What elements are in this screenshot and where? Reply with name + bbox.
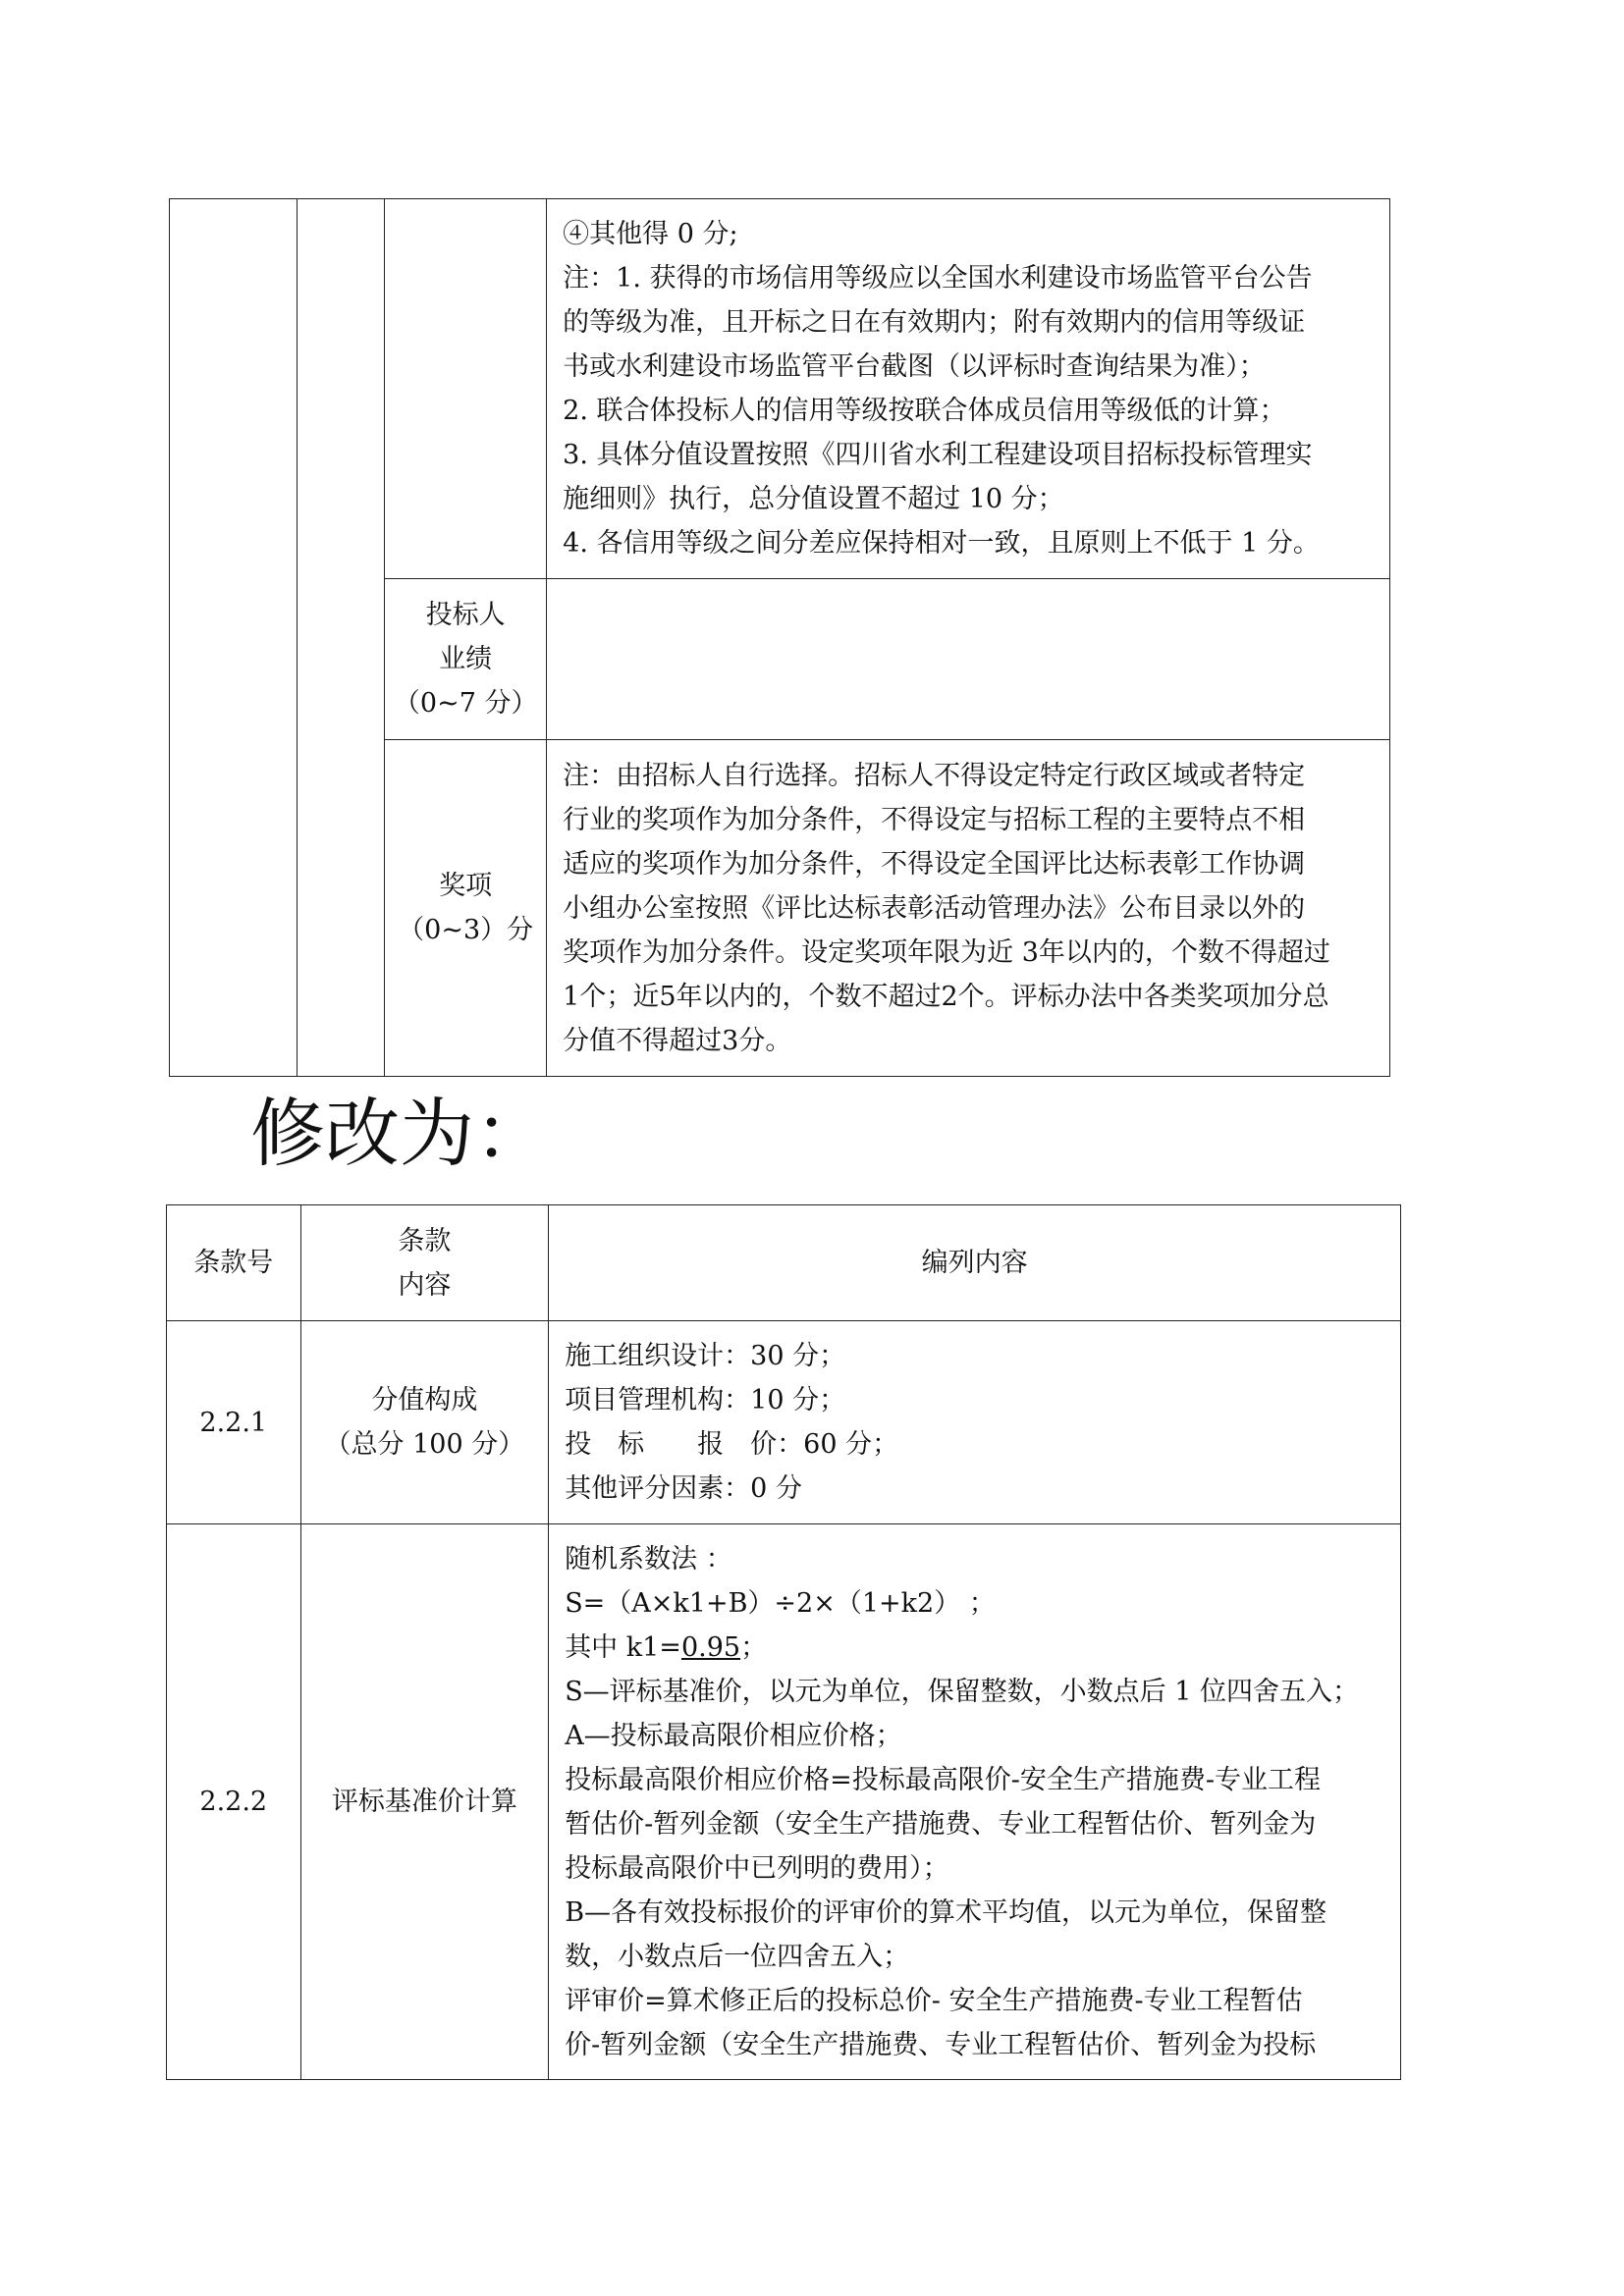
k1-value: 0.95 bbox=[680, 1631, 741, 1663]
header-clause-content: 条款 内容 bbox=[300, 1205, 549, 1321]
k1-line: 其中 k1=0.95； bbox=[565, 1631, 768, 1663]
header-clause-number: 条款号 bbox=[167, 1205, 301, 1321]
score-composition-content: 施工组织设计：30 分； 项目管理机构：10 分； 投 标 报 价：60 分； 其他评分因素：0 分 bbox=[549, 1321, 1401, 1524]
awards-label: 奖项 （0~3）分 bbox=[385, 740, 547, 1077]
base-price-calc-content: 随机系数法 ： S=（A×k1+B）÷2×（1+k2） ； 其中 k1=0.95； S—评标基准价，以元为单位，保留整数，小数点后 1 位四舍五入； A—投标最高限价相应价格； 投标最高限价相应价格=投标最高限价-安全生产措施费-专业工程 暂估价-暂列金额（安全生产措施费、专业工程暂估价、暂列金为 投标最高限价中已列明的费用）； B—各有效投标报价的评审价的算术平均值，以元为单位，保留整 数，小数点后一位四舍五入； 评审价=算术修正后的投标总价- 安全生产措施费-专业工程暂估 价-暂列金额（安全生产措施费、专业工程暂估价、暂列金为投标 bbox=[549, 1524, 1401, 2080]
base-price-calc-title: 评标基准价计算 bbox=[300, 1524, 549, 2080]
header-compiled-content: 编列内容 bbox=[549, 1205, 1401, 1321]
awards-notes: 注：由招标人自行选择。招标人不得设定特定行政区域或者特定 行业的奖项作为加分条件，不得设定与招标工程的主要特点不相 适应的奖项作为加分条件，不得设定全国评比达标表彰工作协调 小组办公室按照《评比达标表彰活动管理办法》公布目录以外的 奖项作为加分条件。设定奖项年限为近 3年以内的，个数不得超过 1个；近5年以内的，个数不超过2个。评标办法中各类奖项加分总 分值不得超过3分。 bbox=[547, 740, 1390, 1077]
bidder-performance-content bbox=[547, 579, 1390, 740]
bidder-performance-label: 投标人 业绩 （0~7 分） bbox=[385, 579, 547, 740]
amendment-heading: 修改为： bbox=[250, 1090, 549, 1177]
credit-rating-notes: ④其他得 0 分; 注：1. 获得的市场信用等级应以全国水利建设市场监管平台公告 的等级为准，且开标之日在有效期内；附有效期内的信用等级证 书或水利建设市场监管平台截图（以评标时查询结果为准）； 2. 联合体投标人的信用等级按联合体成员信用等级低的计算； 3. 具体分值设置按照《四川省水利工程建设项目招标投标管理实 施细则》执行，总分值设置不超过 10 分； 4. 各信用等级之间分差应保持相对一致，且原则上不低于 1 分。 bbox=[547, 199, 1390, 579]
scoring-table-continued bbox=[169, 198, 1390, 1077]
clause-number-2-2-2: 2.2.2 bbox=[167, 1524, 301, 2080]
blank-clause-cell bbox=[170, 199, 298, 1077]
clause-number-2-2-1: 2.2.1 bbox=[167, 1321, 301, 1524]
blank-subfactor-cell bbox=[385, 199, 547, 579]
blank-factor-cell bbox=[297, 199, 385, 1077]
amended-scoring-table bbox=[166, 1204, 1401, 2080]
score-composition-title: 分值构成 （总分 100 分） bbox=[300, 1321, 549, 1524]
